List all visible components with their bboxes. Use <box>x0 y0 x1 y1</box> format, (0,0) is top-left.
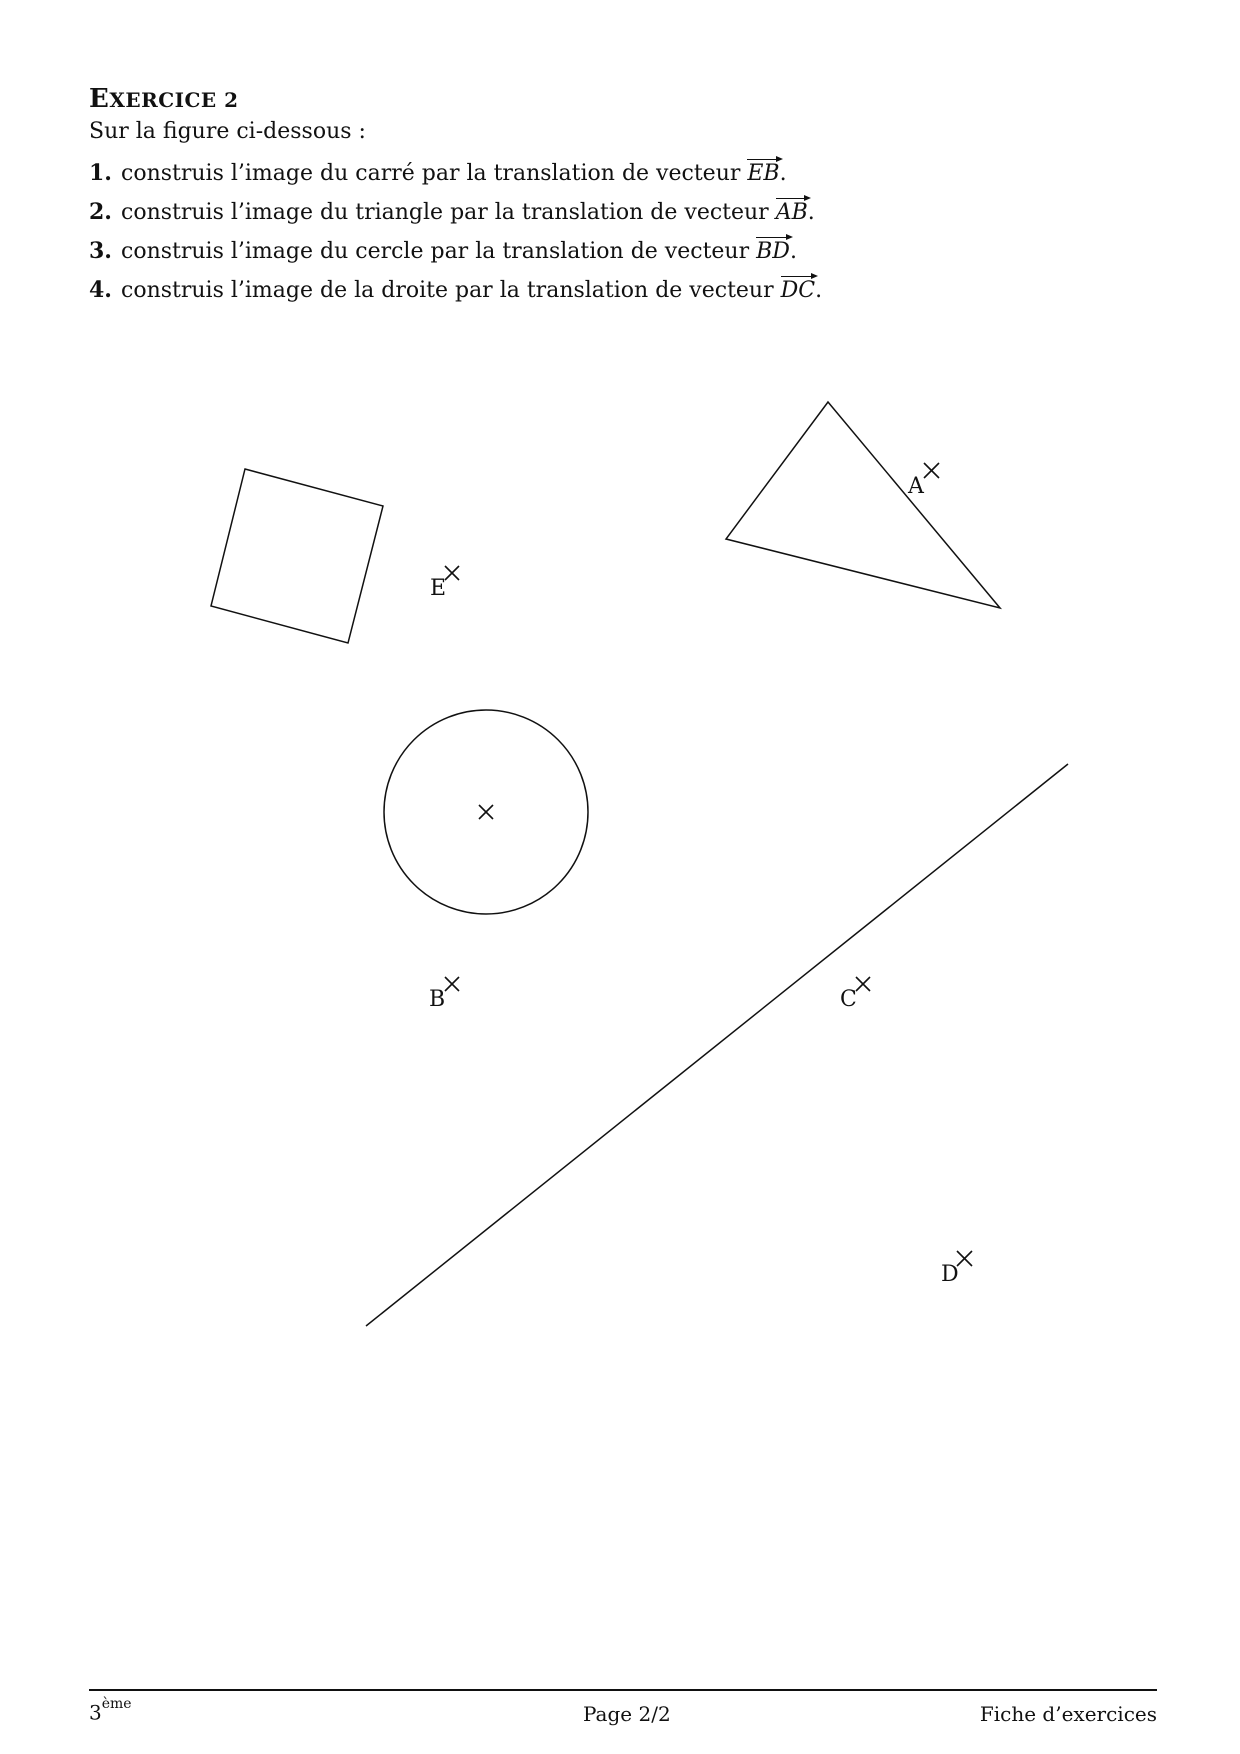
footer-level-number: 3 <box>89 1700 102 1725</box>
question-end: . <box>779 161 787 186</box>
question-text: construis l’image du carré par la translation de vecteur <box>121 161 748 186</box>
question-number: 1. <box>89 160 112 186</box>
question-text: construis l’image de la droite par la translation de vecteur <box>121 278 781 303</box>
point-b-label: B <box>429 987 446 1012</box>
square-shape <box>211 469 383 643</box>
question-text: construis l’image du cercle par la translation de vecteur <box>121 239 757 264</box>
question-text: construis l’image du triangle par la translation de vecteur <box>121 200 776 225</box>
question-end: . <box>807 200 815 225</box>
straight-line <box>366 764 1068 1326</box>
triangle-shape <box>726 402 1000 608</box>
exercise-intro: Sur la figure ci-dessous : <box>89 119 366 144</box>
footer-level <box>89 1696 132 1725</box>
point-c-label: C <box>840 987 857 1012</box>
vector-label: AB <box>775 200 808 225</box>
vector-label: EB <box>747 161 780 186</box>
question-end: . <box>815 278 823 303</box>
circle-center-mark <box>479 805 493 819</box>
point-a-mark <box>924 463 939 478</box>
point-e-mark <box>445 566 459 580</box>
point-a-label: A <box>908 474 924 499</box>
point-b-mark <box>445 977 459 991</box>
footer-document-type: Fiche d’exercices <box>979 1702 1157 1726</box>
question-number: 4. <box>89 277 112 303</box>
point-c-mark <box>856 977 870 991</box>
point-d-mark <box>957 1251 972 1266</box>
question-number: 3. <box>89 238 112 264</box>
footer-divider <box>89 1689 1157 1691</box>
point-e-label: E <box>430 576 447 601</box>
question-end: . <box>789 239 797 264</box>
vector-label: DC <box>780 278 816 303</box>
footer-page-number: Page 2/2 <box>583 1702 671 1726</box>
question-number: 2. <box>89 199 112 225</box>
exercise-title-rest: XERCICE 2 <box>109 88 239 112</box>
point-d-label: D <box>941 1262 959 1287</box>
footer-level-suffix: ème <box>101 1696 132 1712</box>
exercise-title-initial: E <box>89 84 110 114</box>
vector-label: BD <box>756 239 790 264</box>
